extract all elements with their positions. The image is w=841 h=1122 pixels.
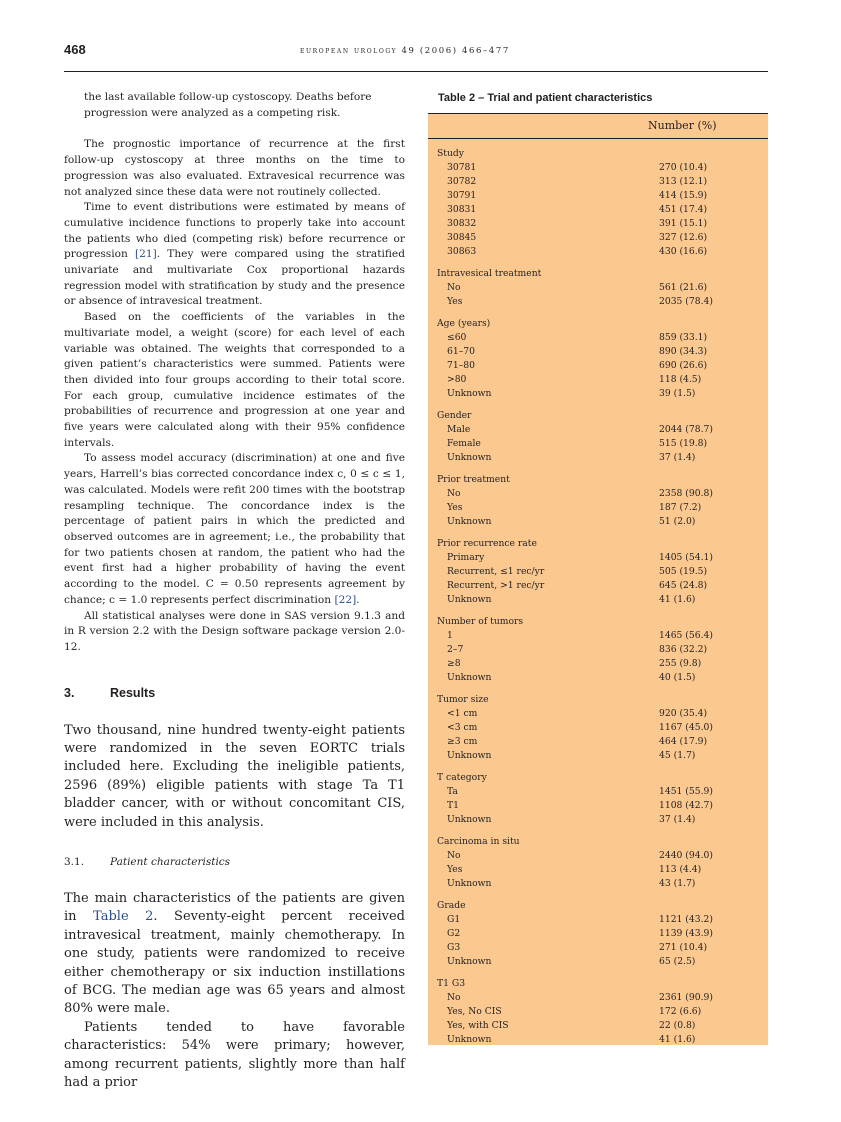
row-label: <1 cm: [447, 708, 478, 719]
paragraph-results: Two thousand, nine hundred twenty-eight patients were randomized in the seven EORTC trials included here. Excluding the ineligible patients, 2596 (89%) eligible patients with stage Ta T1 bladder cancer, with or without concomitant CIS, were included in this analysis.: [64, 722, 405, 830]
row-value: 327 (12.6): [659, 232, 708, 243]
row-value: 118 (4.5): [659, 374, 702, 385]
row-label: 30782: [447, 176, 477, 187]
table-row: [437, 863, 768, 877]
table-row: [437, 161, 768, 175]
row-label: Unknown: [447, 750, 492, 761]
row-value: 1121 (43.2): [659, 914, 713, 925]
group-title: T category: [437, 772, 487, 783]
row-value: 391 (15.1): [659, 218, 708, 229]
row-value: 451 (17.4): [659, 204, 708, 215]
row-label: Yes: [447, 502, 463, 513]
paragraph-continued-b: progression were analyzed as a competing risk.: [84, 106, 341, 119]
row-label: Unknown: [447, 672, 492, 683]
table-row: [437, 927, 768, 941]
table-body: [428, 139, 768, 1047]
row-label: Unknown: [447, 594, 492, 605]
table-group: [437, 409, 768, 465]
row-label: 30863: [447, 246, 477, 257]
row-label: ≥8: [447, 658, 461, 669]
characteristics-table: [428, 113, 768, 1045]
row-label: Yes: [447, 864, 463, 875]
row-label: Unknown: [447, 878, 492, 889]
row-value: 37 (1.4): [659, 452, 696, 463]
table-row: [437, 231, 768, 245]
row-value: 1139 (43.9): [659, 928, 713, 939]
table-row: [437, 565, 768, 579]
row-label: G1: [447, 914, 461, 925]
table-group: [437, 835, 768, 891]
page-number: 468: [64, 42, 86, 57]
row-label: Male: [447, 424, 471, 435]
row-label: Recurrent, >1 rec/yr: [447, 580, 545, 591]
table-row: [437, 501, 768, 515]
row-value: 45 (1.7): [659, 750, 696, 761]
table-group: [437, 771, 768, 827]
row-value: 1465 (56.4): [659, 630, 713, 641]
row-value: 505 (19.5): [659, 566, 708, 577]
table-row: [437, 295, 768, 309]
table-row: [437, 245, 768, 259]
table-group: [437, 317, 768, 401]
left-column: [64, 90, 405, 1093]
table-row: [437, 579, 768, 593]
row-label: No: [447, 992, 461, 1003]
group-title: Gender: [437, 410, 472, 421]
running-head: european urology 49 (2006) 466–477: [300, 46, 510, 56]
row-label: ≤60: [447, 332, 467, 343]
table-row: [437, 785, 768, 799]
row-label: Unknown: [447, 452, 492, 463]
row-value: 1108 (42.7): [659, 800, 713, 811]
table-group: [437, 537, 768, 607]
row-label: Yes, No CIS: [447, 1006, 502, 1017]
table-row: [437, 551, 768, 565]
row-label: Unknown: [447, 814, 492, 825]
row-label: Yes: [447, 296, 463, 307]
row-value: 2044 (78.7): [659, 424, 713, 435]
row-label: Unknown: [447, 1034, 492, 1045]
row-value: 113 (4.4): [659, 864, 702, 875]
table-row: [437, 515, 768, 529]
row-value: 890 (34.3): [659, 346, 708, 357]
group-title: Prior treatment: [437, 474, 510, 485]
row-value: 2361 (90.9): [659, 992, 713, 1003]
table-row: [437, 423, 768, 437]
row-value: 40 (1.5): [659, 672, 696, 683]
row-value: 37 (1.4): [659, 814, 696, 825]
row-label: <3 cm: [447, 722, 478, 733]
table-row: [437, 593, 768, 607]
row-label: G2: [447, 928, 461, 939]
row-value: 2035 (78.4): [659, 296, 713, 307]
row-value: 65 (2.5): [659, 956, 696, 967]
table-row: [437, 1005, 768, 1019]
row-label: T1: [447, 800, 459, 811]
table-row: [437, 707, 768, 721]
row-value: 41 (1.6): [659, 1034, 696, 1045]
row-label: Yes, with CIS: [447, 1020, 509, 1031]
table-row: [437, 913, 768, 927]
row-value: 561 (21.6): [659, 282, 708, 293]
group-title: Number of tumors: [437, 616, 524, 627]
row-label: 61–70: [447, 346, 475, 357]
table-row: [437, 1033, 768, 1047]
paragraph-weights: Based on the coefficients of the variables in the multivariate model, a weight (score) for each level of each variable was obtained. The weights that corresponded to a given patient’s characteristics were summed. Patients were then divided into four groups according to their total score. For each group, cumulative incidence estimates of the probabilities of recurrence and progression at one year and five years were calculated along with their 95% confidence intervals.: [64, 311, 405, 449]
row-value: 1167 (45.0): [659, 722, 713, 733]
table-row: [437, 643, 768, 657]
row-label: 71–80: [447, 360, 475, 371]
row-value: 41 (1.6): [659, 594, 696, 605]
group-title: Study: [437, 148, 464, 159]
row-label: ≥3 cm: [447, 736, 478, 747]
paragraph-time-to-event: Time to event distributions were estimated by means of cumulative incidence functions to properly take into account the patients who died (competing risk) before recurrence or progression [21]. They were compared using the stratified univariate and multivariate Cox proportional hazards regression model with stratification by study and the presence or absence of intravesical treatment.: [64, 201, 405, 308]
paragraph-software: All statistical analyses were done in SAS version 9.1.3 and in R version 2.2 with the Design software package version 2.0-12.: [64, 609, 405, 653]
group-title: Carcinoma in situ: [437, 836, 520, 847]
table-row: [437, 451, 768, 465]
table-row: [437, 217, 768, 231]
row-label: 30831: [447, 204, 477, 215]
row-label: No: [447, 850, 461, 861]
row-value: 836 (32.2): [659, 644, 708, 655]
table-row: [437, 671, 768, 685]
table-caption: Table 2 – Trial and patient characteristics: [438, 92, 653, 104]
row-value: 1405 (54.1): [659, 552, 713, 563]
table-group: [437, 267, 768, 309]
row-label: Recurrent, ≤1 rec/yr: [447, 566, 545, 577]
table-row: [437, 877, 768, 891]
table-row: [437, 373, 768, 387]
row-value: 22 (0.8): [659, 1020, 696, 1031]
subsection-heading: 3.1. Patient characteristics: [64, 856, 231, 869]
table-group: [437, 899, 768, 969]
reference-link[interactable]: [22]: [334, 593, 357, 606]
table-group: [437, 473, 768, 529]
row-value: 51 (2.0): [659, 516, 696, 527]
row-value: 920 (35.4): [659, 708, 708, 719]
row-label: Female: [447, 438, 481, 449]
row-label: 30832: [447, 218, 477, 229]
table-row: [437, 359, 768, 373]
table-row: [437, 721, 768, 735]
table-row: [437, 629, 768, 643]
row-value: 270 (10.4): [659, 162, 708, 173]
table-row: [437, 175, 768, 189]
row-value: 43 (1.7): [659, 878, 696, 889]
table-group: [437, 147, 768, 259]
table-row: [437, 799, 768, 813]
group-title: Age (years): [437, 318, 491, 329]
row-label: Primary: [447, 552, 485, 563]
table-link[interactable]: Table 2: [93, 909, 154, 925]
row-value: 2358 (90.8): [659, 488, 713, 499]
row-value: 187 (7.2): [659, 502, 702, 513]
table-row: [437, 281, 768, 295]
table-row: [437, 331, 768, 345]
group-title: Prior recurrence rate: [437, 538, 537, 549]
paragraph-accuracy: To assess model accuracy (discrimination) at one and five years, Harrell’s bias corrected concordance index c, 0 ≤ c ≤ 1, was calculated. Models were refit 200 times with the bootstrap resampling technique. The concordance index is the percentage of patient pairs in which the predicted and observed outcomes are in agreement; i.e., the probability that for two patients chosen at random, the patient who had the event first had a higher probability of having the event according to the model. C = 0.50 represents agreement by chance; c = 1.0 represents perfect discrimination [22].: [64, 452, 405, 606]
group-title: Tumor size: [437, 694, 489, 705]
table-row: [437, 991, 768, 1005]
paragraph-favorable: Patients tended to have favorable characteristics: 54% were primary; however, among recurrent patients, slightly more than half had a prior: [64, 1019, 405, 1091]
table-row: [437, 437, 768, 451]
section-heading: 3. Results: [64, 685, 156, 700]
row-value: 515 (19.8): [659, 438, 708, 449]
row-value: 645 (24.8): [659, 580, 708, 591]
row-label: Unknown: [447, 956, 492, 967]
table-row: [437, 813, 768, 827]
table-row: [437, 1019, 768, 1033]
table-row: [437, 849, 768, 863]
row-label: Ta: [447, 786, 458, 797]
header-rule: [64, 71, 768, 72]
row-label: 30791: [447, 190, 477, 201]
table-row: [437, 189, 768, 203]
row-label: G3: [447, 942, 461, 953]
row-value: 255 (9.8): [659, 658, 702, 669]
row-label: Unknown: [447, 388, 492, 399]
paragraph-recurrence: The prognostic importance of recurrence at the first follow-up cystoscopy at three months on the time to progression was also evaluated. Extravesical recurrence was not analyzed since these data were not routinely collected.: [64, 138, 405, 198]
table-row: [437, 735, 768, 749]
row-value: 313 (12.1): [659, 176, 708, 187]
column-header: Number (%): [648, 119, 717, 132]
table-group: [437, 615, 768, 685]
row-value: 271 (10.4): [659, 942, 708, 953]
row-label: No: [447, 488, 461, 499]
row-value: 430 (16.6): [659, 246, 708, 257]
group-title: T1 G3: [437, 978, 466, 989]
table-row: [437, 955, 768, 969]
row-label: 30781: [447, 162, 477, 173]
row-label: 1: [447, 630, 453, 641]
row-value: 172 (6.6): [659, 1006, 702, 1017]
row-value: 1451 (55.9): [659, 786, 713, 797]
group-title: Intravesical treatment: [437, 268, 542, 279]
row-value: 414 (15.9): [659, 190, 708, 201]
row-label: No: [447, 282, 461, 293]
row-label: >80: [447, 374, 467, 385]
table-row: [437, 749, 768, 763]
table-row: [437, 345, 768, 359]
row-label: Unknown: [447, 516, 492, 527]
paragraph-continued-a: the last available follow-up cystoscopy. Deaths before: [84, 91, 372, 103]
table-row: [437, 941, 768, 955]
row-label: 30845: [447, 232, 477, 243]
table-group: [437, 977, 768, 1047]
row-value: 859 (33.1): [659, 332, 708, 343]
row-value: 464 (17.9): [659, 736, 708, 747]
table-row: [437, 657, 768, 671]
row-value: 690 (26.6): [659, 360, 708, 371]
row-value: 2440 (94.0): [659, 850, 713, 861]
table-header: [428, 114, 768, 139]
row-label: 2–7: [447, 644, 464, 655]
table-row: [437, 487, 768, 501]
table-row: [437, 203, 768, 217]
table-group: [437, 693, 768, 763]
reference-link[interactable]: [21]: [134, 248, 157, 261]
group-title: Grade: [437, 900, 466, 911]
row-value: 39 (1.5): [659, 388, 696, 399]
paragraph-characteristics: The main characteristics of the patients are given in Table 2. Seventy-eight percent received intravesical treatment, mainly chemotherapy. In one study, patients were randomized to receive either chemotherapy or six induction instillations of BCG. The median age was 65 years and almost 80% were male.: [64, 891, 406, 1017]
table-row: [437, 387, 768, 401]
